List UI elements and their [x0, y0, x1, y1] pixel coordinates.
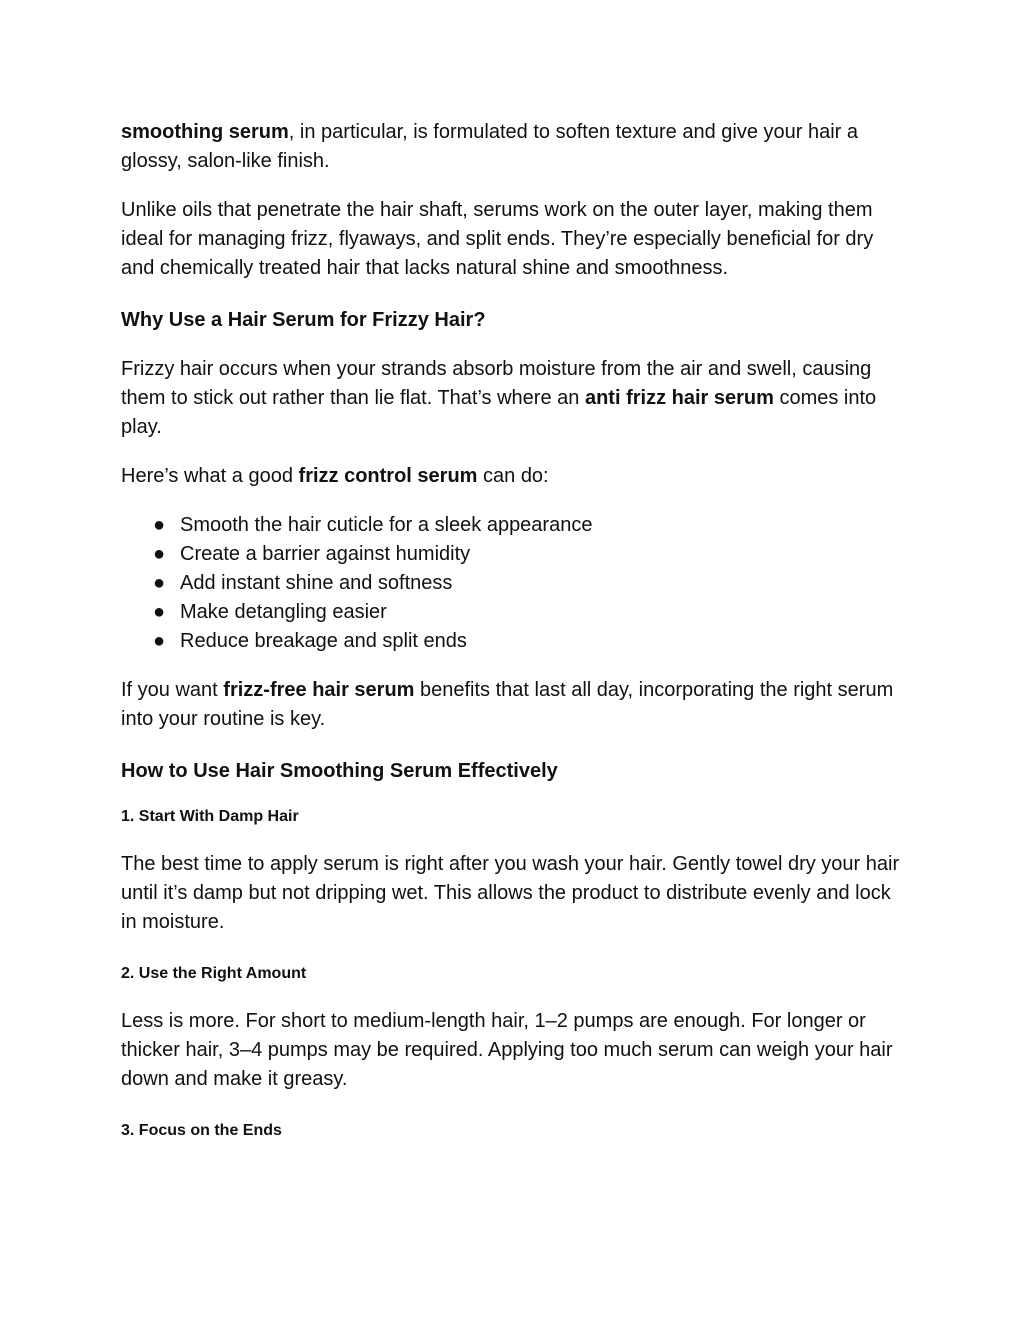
bold-term: smoothing serum — [121, 121, 289, 143]
bold-term: anti frizz hair serum — [584, 387, 774, 409]
step-heading-3: 3. Focus on the Ends — [121, 1122, 282, 1139]
paragraph-text: comes into play. — [121, 387, 877, 438]
document-page — [121, 118, 911, 1142]
paragraph-text: , in particular, is formulated to soften texture and give your hair a glossy, salon-like finish. — [121, 121, 858, 172]
bold-term: frizz control serum — [298, 465, 478, 487]
list-item — [153, 540, 911, 569]
paragraph-text: If you want — [121, 679, 224, 701]
step-heading-2: 2. Use the Right Amount — [121, 965, 307, 982]
frizz-free-paragraph — [121, 676, 911, 734]
paragraph-text: Frizzy hair occurs when your strands absorb moisture from the air and swell, causing them to stick out rather than lie flat. That’s where an — [121, 358, 872, 409]
step-heading-1: 1. Start With Damp Hair — [121, 808, 299, 825]
bullet-icon: ● — [153, 601, 166, 623]
intro-paragraph — [121, 118, 911, 176]
section-heading-why: Why Use a Hair Serum for Frizzy Hair? — [121, 309, 486, 331]
step-2-paragraph: Less is more. For short to medium-length hair, 1–2 pumps are enough. For longer or thicker hair, 3–4 pumps may be required. Applying too much serum can weigh your hair down and make it greasy. — [121, 1010, 893, 1090]
paragraph-text: Here’s what a good — [121, 465, 299, 487]
bold-term: frizz-free hair serum — [223, 679, 415, 701]
benefits-intro-paragraph — [121, 462, 911, 491]
list-item — [153, 569, 911, 598]
list-item-text: Create a barrier against humidity — [180, 543, 471, 565]
frizz-cause-paragraph — [121, 355, 911, 442]
list-item — [153, 598, 911, 627]
step-1-paragraph: The best time to apply serum is right after you wash your hair. Gently towel dry your hair until it’s damp but not dripping wet. This allows the product to distribute evenly and lock in moisture. — [121, 853, 900, 933]
bullet-icon: ● — [153, 543, 166, 565]
list-item — [153, 627, 911, 656]
list-item-text: Smooth the hair cuticle for a sleek appearance — [180, 514, 593, 536]
list-item-text: Add instant shine and softness — [180, 572, 453, 594]
paragraph-text: can do: — [477, 465, 549, 487]
bullet-icon: ● — [153, 630, 166, 652]
list-item-text: Reduce breakage and split ends — [180, 630, 467, 652]
list-item — [153, 511, 911, 540]
section-heading-how: How to Use Hair Smoothing Serum Effectively — [121, 760, 558, 782]
list-item-text: Make detangling easier — [180, 601, 387, 623]
benefits-list — [121, 511, 911, 656]
paragraph-text: benefits that last all day, incorporating the right serum into your routine is key. — [121, 679, 894, 730]
bullet-icon: ● — [153, 514, 166, 536]
bullet-icon: ● — [153, 572, 166, 594]
serum-vs-oil-paragraph: Unlike oils that penetrate the hair shaft, serums work on the outer layer, making them ideal for managing frizz, flyaways, and split ends. They’re especially beneficial for dry and chemically treated hair that lacks natural shine and smoothness. — [121, 199, 874, 279]
